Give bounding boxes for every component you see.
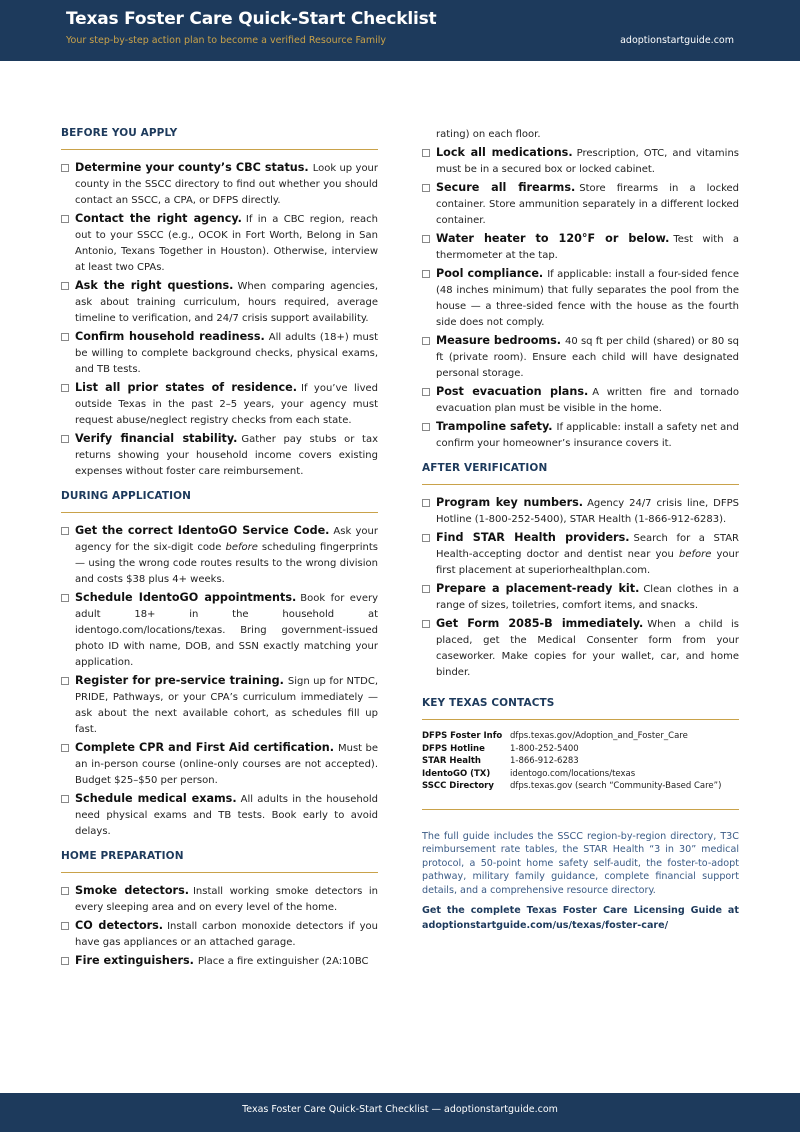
section-heading-contacts: KEY TEXAS CONTACTS	[422, 697, 739, 720]
checklist-item	[422, 333, 739, 382]
contact-label: DFPS Hotline	[422, 743, 485, 754]
checklist-item	[422, 419, 739, 452]
checkbox[interactable]	[422, 337, 430, 345]
item-title: Smoke detectors.	[75, 884, 189, 897]
item-description: If in a CBC region, reach out to your SSCC (e.g., OCOK in Fort Worth, Belong in San Antonio, Texans Together in Houston). Otherwise, interview at least two CPAs.	[75, 214, 378, 273]
item-title: Program key numbers.	[436, 496, 584, 509]
item-title: Measure bedrooms.	[436, 334, 561, 347]
checklist-home	[61, 883, 378, 970]
item-title: Post evacuation plans.	[436, 385, 589, 398]
contact-row	[422, 755, 721, 768]
checkbox[interactable]	[61, 215, 69, 223]
checklist-home-continued	[422, 145, 739, 452]
checklist-item	[61, 673, 378, 738]
item-description: 40 sq ft per child (shared) or 80 sq ft (private room). Ensure each child will have designated personal storage.	[436, 336, 740, 379]
cta-text: Get the complete Texas Foster Care Licensing Guide at adoptionstartguide.com/us/texas/foster-care/	[422, 905, 739, 932]
item-description: Install working smoke detectors in every sleeping area and on every level of the home.	[75, 886, 378, 913]
item-title: Register for pre-service training.	[75, 674, 284, 687]
left-column	[61, 127, 378, 972]
item-title: Verify financial stability.	[75, 432, 238, 445]
checklist-item	[422, 231, 739, 264]
contact-row	[422, 743, 721, 756]
checkbox[interactable]	[422, 620, 430, 628]
checkbox[interactable]	[61, 744, 69, 752]
checklist-item	[61, 380, 378, 429]
checkbox[interactable]	[61, 384, 69, 392]
section-heading-before: BEFORE YOU APPLY	[61, 127, 378, 150]
item-title: Lock all medications.	[436, 146, 573, 159]
item-description: Book for every adult 18+ in the household at identogo.com/locations/texas. Bring government-issued photo ID with name, DOB, and SSN exactly matching your application.	[75, 593, 378, 668]
item-title: Find STAR Health providers.	[436, 531, 630, 544]
checklist-item	[61, 953, 378, 970]
contact-row	[422, 780, 721, 793]
divider	[422, 809, 739, 810]
contacts-table	[422, 730, 721, 793]
checklist-item	[422, 495, 739, 528]
checklist-item	[422, 581, 739, 614]
item-description: Store firearms in a locked container. Store ammunition separately in a different locked container.	[436, 183, 739, 226]
page-header	[0, 0, 800, 61]
page-footer: Texas Foster Care Quick-Start Checklist — adoptionstartguide.com	[0, 1093, 800, 1132]
checklist-item	[61, 590, 378, 671]
checkbox[interactable]	[61, 957, 69, 965]
contact-label: IdentoGO (TX)	[422, 768, 491, 779]
promo-text: The full guide includes the SSCC region-by-region directory, T3C reimbursement rate tables, the STAR Health “3 in 30” medical protocol, a 50-point home safety self-audit, the foster-to-adopt pathway, military family guidance, complete financial support details, and a comprehensive resource directory.	[422, 830, 739, 896]
checklist-item	[422, 616, 739, 681]
item-description: If applicable: install a four-sided fence (48 inches minimum) that fully separates the pool from the house — a three-sided fence with the house as the fourth side does not comply.	[436, 269, 740, 328]
item-description: Ask your agency for the six-digit code before scheduling fingerprints — using the wrong code routes results to the wrong division and costs $38 plus 4+ weeks.	[75, 526, 378, 585]
item-description: Search for a STAR Health-accepting doctor and dentist near you before your first placement at superiorhealthplan.com.	[436, 533, 739, 576]
item-description: If applicable: install a safety net and confirm your homeowner’s insurance covers it.	[436, 422, 739, 449]
checklist-before	[61, 160, 378, 480]
checkbox[interactable]	[422, 235, 430, 243]
item-title: Confirm household readiness.	[75, 330, 265, 343]
item-description: Prescription, OTC, and vitamins must be in a secured box or locked cabinet.	[436, 148, 740, 175]
item-description: Agency 24/7 crisis line, DFPS Hotline (1-800-252-5400), STAR Health (1-866-912-6283).	[436, 498, 739, 525]
contact-label: SSCC Directory	[422, 781, 494, 792]
checklist-item	[61, 883, 378, 916]
checkbox[interactable]	[61, 282, 69, 290]
checklist-item	[61, 791, 378, 840]
checkbox[interactable]	[422, 499, 430, 507]
checklist-item	[422, 384, 739, 417]
checkbox[interactable]	[422, 184, 430, 192]
checkbox[interactable]	[61, 527, 69, 535]
checklist-after	[422, 495, 739, 681]
contact-label: DFPS Foster Info	[422, 731, 503, 741]
checklist-item	[61, 431, 378, 480]
item-description: All adults in the household need physical exams and TB tests. Book early to avoid delays.	[75, 794, 379, 837]
checkbox[interactable]	[61, 164, 69, 172]
contact-row	[422, 768, 721, 781]
item-title: Get Form 2085-B immediately.	[436, 617, 644, 630]
item-description: Must be an in-person course (online-only courses are not accepted). Budget $25–$50 per person.	[75, 743, 378, 786]
checkbox[interactable]	[61, 435, 69, 443]
item-title: Fire extinguishers.	[75, 954, 194, 967]
checklist-item	[61, 160, 378, 209]
checkbox[interactable]	[422, 534, 430, 542]
checklist-item	[422, 180, 739, 229]
item-title: CO detectors.	[75, 919, 164, 932]
contact-value: 1-800-252-5400	[510, 743, 579, 754]
item-description: Clean clothes in a range of sizes, toiletries, comfort items, and snacks.	[436, 584, 739, 611]
contact-value: dfps.texas.gov/Adoption_and_Foster_Care	[510, 731, 688, 741]
checkbox[interactable]	[61, 594, 69, 602]
checkbox[interactable]	[61, 677, 69, 685]
checklist-item	[61, 329, 378, 378]
checklist-item	[61, 740, 378, 789]
checklist-item	[61, 523, 378, 588]
checklist-item	[61, 211, 378, 276]
item-title: Complete CPR and First Aid certification.	[75, 741, 334, 754]
checkbox[interactable]	[422, 423, 430, 431]
item-description: When comparing agencies, ask about training curriculum, hours required, average timeline to verification, and 24/7 crisis support availability.	[75, 281, 379, 324]
item-description: When a child is placed, get the Medical Consenter form from your caseworker. Make copies for your wallet, car, and home binder.	[436, 619, 739, 678]
checklist-item	[422, 145, 739, 178]
contact-value: dfps.texas.gov (search “Community-Based Care”)	[510, 781, 722, 792]
item-description: Test with a thermometer at the tap.	[436, 234, 739, 261]
item-title: Ask the right questions.	[75, 279, 234, 292]
item-title: Contact the right agency.	[75, 212, 242, 225]
checkbox[interactable]	[61, 887, 69, 895]
item-description: If you’ve lived outside Texas in the past 2–5 years, your agency must request abuse/neglect registry checks from each state.	[75, 383, 378, 426]
item-title: Determine your county’s CBC status.	[75, 161, 309, 174]
checklist-item	[422, 266, 739, 331]
item-description: A written fire and tornado evacuation plan must be visible in the home.	[436, 387, 739, 414]
item-title: Secure all firearms.	[436, 181, 576, 194]
item-title: Schedule medical exams.	[75, 792, 237, 805]
item-title: Get the correct IdentoGO Service Code.	[75, 524, 330, 537]
section-heading-during: DURING APPLICATION	[61, 490, 378, 513]
checkbox[interactable]	[422, 585, 430, 593]
item-title: List all prior states of residence.	[75, 381, 297, 394]
contact-label: STAR Health	[422, 756, 481, 767]
checkbox[interactable]	[422, 270, 430, 278]
item-description: All adults (18+) must be willing to complete background checks, physical exams, and TB tests.	[75, 332, 378, 375]
site-name: adoptionstartguide.com	[620, 35, 734, 46]
checkbox[interactable]	[61, 795, 69, 803]
page-subtitle: Your step-by-step action plan to become a verified Resource Family	[66, 35, 387, 46]
item-description: Install carbon monoxide detectors if you have gas appliances or an attached garage.	[75, 921, 378, 948]
checklist-item	[422, 530, 739, 579]
contact-row	[422, 730, 721, 743]
checkbox[interactable]	[422, 149, 430, 157]
item-description: Sign up for NTDC, PRIDE, Pathways, or your CPA’s curriculum immediately — ask about the next available cohort, as schedules fill up fast.	[75, 676, 378, 735]
item-title: Prepare a placement-ready kit.	[436, 582, 640, 595]
right-column	[422, 127, 739, 933]
item-title: Water heater to 120°F or below.	[436, 232, 670, 245]
checkbox[interactable]	[61, 333, 69, 341]
checklist-during	[61, 523, 378, 840]
section-heading-home: HOME PREPARATION	[61, 850, 378, 873]
contact-value: 1-866-912-6283	[510, 756, 579, 767]
contact-value: identogo.com/locations/texas	[510, 768, 636, 779]
item-title: Trampoline safety.	[436, 420, 553, 433]
checkbox[interactable]	[422, 388, 430, 396]
item-description: Look up your county in the SSCC directory to find out whether you should contact an SSCC, a CPA, or DFPS directly.	[75, 163, 379, 206]
page-title: Texas Foster Care Quick-Start Checklist	[66, 9, 437, 29]
home-item-continuation: rating) on each floor.	[436, 129, 541, 140]
item-description: Gather pay stubs or tax returns showing your household income covers existing expenses without foster care reimbursement.	[75, 434, 378, 477]
item-title: Schedule IdentoGO appointments.	[75, 591, 297, 604]
section-heading-after: AFTER VERIFICATION	[422, 462, 739, 485]
checklist-item	[61, 918, 378, 951]
checklist-item	[61, 278, 378, 327]
checkbox[interactable]	[61, 922, 69, 930]
item-title: Pool compliance.	[436, 267, 544, 280]
item-description: Place a fire extinguisher (2A:10BC	[197, 956, 369, 967]
